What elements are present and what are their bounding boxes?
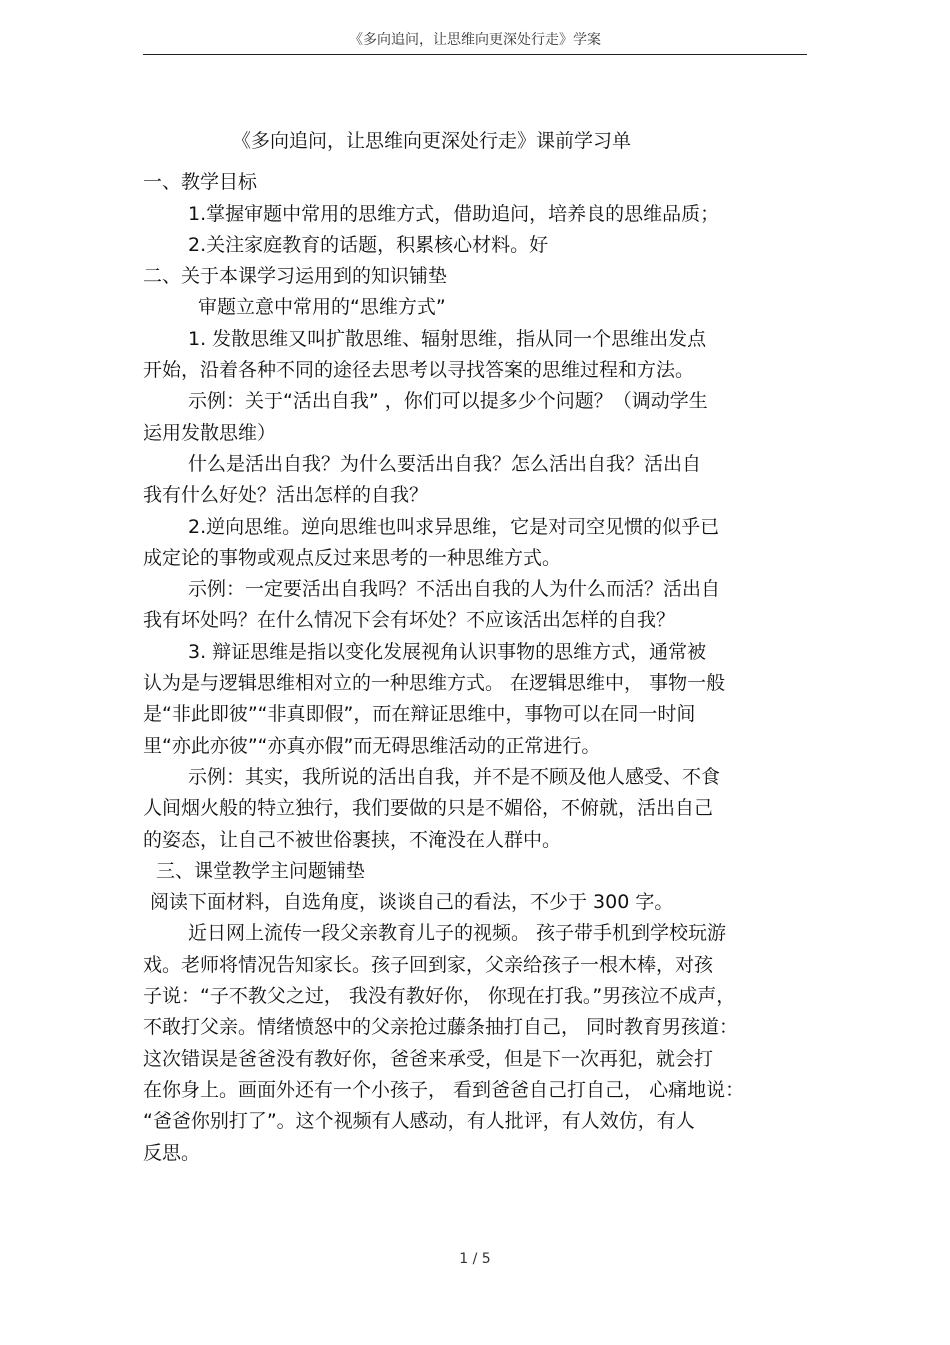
material-line: “爸爸你别打了”。这个视频有人感动，有人批评，有人效仿，有人 bbox=[143, 1110, 695, 1133]
material-line: 在你身上。画面外还有一个小孩子， 看到爸爸自己打自己， 心痛地说： bbox=[143, 1078, 745, 1101]
paragraph-line: 什么是活出自我？为什么要活出自我？怎么活出自我？活出自 bbox=[188, 452, 702, 475]
paragraph-line: 3. 辩证思维是指以变化发展视角认识事物的思维方式，通常被 bbox=[188, 640, 707, 663]
paragraph-line: 示例：其实，我所说的活出自我，并不是不顾及他人感受、不食 bbox=[188, 765, 721, 788]
objective-item: 1.掌握审题中常用的思维方式，借助追问，培养良的思维品质； bbox=[188, 202, 720, 225]
paragraph-line: 我有坏处吗？在什么情况下会有坏处？不应该活出怎样的自我？ bbox=[143, 609, 676, 632]
page-number: 1 / 5 bbox=[459, 1251, 491, 1267]
section-heading-1: 一、教学目标 bbox=[143, 171, 258, 194]
section-heading-2: 二、关于本课学习运用到的知识铺垫 bbox=[143, 265, 448, 288]
paragraph-line: 2.逆向思维。逆向思维也叫求异思维，它是对司空见惯的似乎已 bbox=[188, 515, 720, 538]
paragraph-line: 开始，沿着各种不同的途径去思考以寻找答案的思维过程和方法。 bbox=[143, 359, 695, 382]
paragraph-line: 示例：一定要活出自我吗？不活出自我的人为什么而活？活出自 bbox=[188, 578, 721, 601]
paragraph-line: 是“非此即彼”“非真即假”，而在辩证思维中，事物可以在同一时间 bbox=[143, 703, 696, 726]
subheading: 审题立意中常用的“思维方式” bbox=[198, 296, 446, 319]
material-line: 反思。 bbox=[143, 1141, 201, 1164]
paragraph-line: 1. 发散思维又叫扩散思维、辐射思维，指从同一个思维出发点 bbox=[188, 327, 707, 350]
material-line: 戏。老师将情况告知家长。孩子回到家，父亲给孩子一根木棒，对孩 bbox=[143, 953, 714, 976]
objective-item: 2.关注家庭教育的话题，积累核心材料。好 bbox=[188, 233, 549, 256]
paragraph-line: 人间烟火般的特立独行，我们要做的只是不媚俗，不俯就，活出自己 bbox=[143, 797, 714, 820]
header-divider bbox=[143, 54, 807, 55]
running-header: 《多向追问，让思维向更深处行走》学案 bbox=[349, 32, 601, 48]
paragraph-line: 我有什么好处？活出怎样的自我？ bbox=[143, 484, 429, 507]
material-line: 不敢打父亲。情绪愤怒中的父亲抢过藤条抽打自己， 同时教育男孩道： bbox=[143, 1016, 739, 1039]
paragraph-line: 示例：关于“活出自我” ，你们可以提多少个问题？（调动学生 bbox=[188, 390, 708, 413]
paragraph-line: 的姿态，让自己不被世俗裹挟，不淹没在人群中。 bbox=[143, 828, 562, 851]
paragraph-line: 里“亦此亦彼”“亦真亦假”而无碍思维活动的正常进行。 bbox=[143, 734, 601, 757]
material-line: 子说：“子不教父之过， 我没有教好你， 你现在打我。”男孩泣不成声， bbox=[143, 985, 736, 1008]
material-line: 近日网上流传一段父亲教育儿子的视频。 孩子带手机到学校玩游 bbox=[188, 922, 727, 945]
paragraph-line: 认为是与逻辑思维相对立的一种思维方式。 在逻辑思维中， 事物一般 bbox=[143, 672, 726, 695]
document-body bbox=[143, 126, 807, 1169]
section-heading-3: 三、课堂教学主问题铺垫 bbox=[156, 859, 366, 882]
paragraph-line: 运用发散思维） bbox=[143, 421, 277, 444]
material-line: 这次错误是爸爸没有教好你，爸爸来承受，但是下一次再犯，就会打 bbox=[143, 1047, 714, 1070]
paragraph-line: 成定论的事物或观点反过来思考的一种思维方式。 bbox=[143, 546, 562, 569]
writing-prompt: 阅读下面材料，自选角度，谈谈自己的看法，不少于 300 字。 bbox=[150, 891, 674, 914]
document-title: 《多向追问，让思维向更深处行走》课前学习单 bbox=[232, 130, 632, 152]
